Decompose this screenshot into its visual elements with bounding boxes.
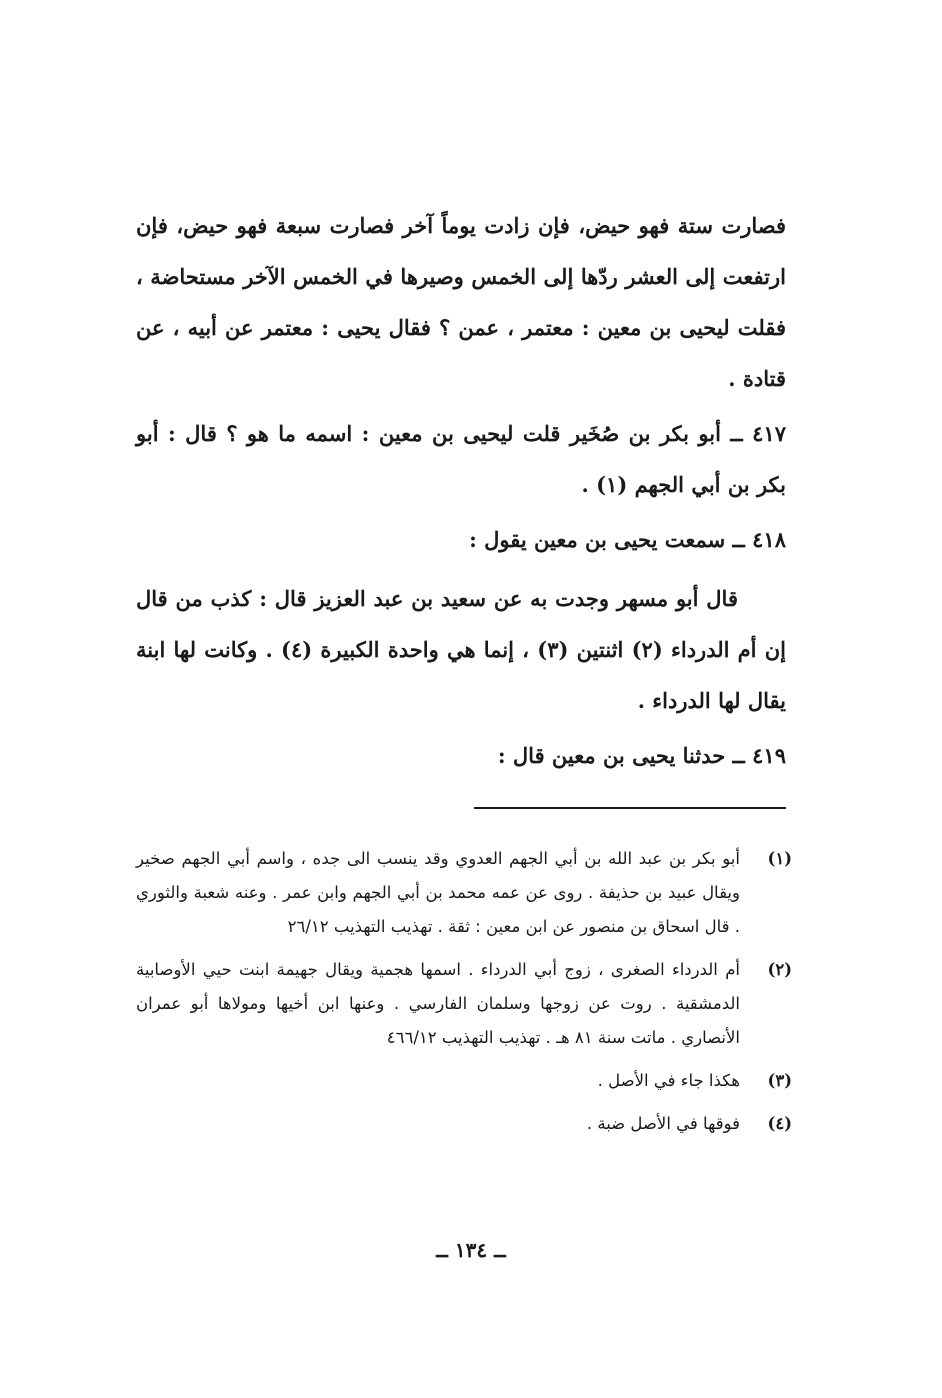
entry-417: ٤١٧ ــ أبو بكر بن صُخَير قلت ليحيى بن معين : اسمه ما هو ؟ قال : أبو بكر بن أبي الجهم (١) . (136, 421, 786, 497)
footnote-number: (٤) (767, 1114, 792, 1133)
page-number: ــ ١٣٤ ــ (436, 1238, 506, 1262)
footnote-number: (٢) (767, 960, 792, 979)
footnote-1 (136, 842, 792, 944)
footnote-2 (136, 953, 792, 1055)
footnote-text: أبو بكر بن عبد الله بن أبي الجهم العدوي وقد ينسب الى جده ، واسم أبي الجهم صخير ويقال عبيد بن حذيفة . روى عن عمه محمد بن أبي الجهم وابن عمر . وعنه شعبة والثوري . قال اسحاق بن منصور عن ابن معين : ثقة . تهذيب التهذيب ٢٦/١٢ (136, 849, 740, 936)
footnote-number: (١) (767, 849, 792, 868)
footnote-4 (136, 1107, 792, 1141)
footnote-number: (٣) (767, 1071, 792, 1090)
entry-419: ٤١٩ ــ حدثنا يحيى بن معين قال : (497, 743, 786, 768)
footnote-text: فوقها في الأصل ضبة . (586, 1114, 740, 1133)
footnotes (136, 842, 792, 1150)
paragraph-1: فصارت ستة فهو حيض، فإن زادت يوماً آخر فصارت سبعة فهو حيض، فإن ارتفعت إلى العشر ردّها إلى الخمس وصيرها في الخمس الآخر مستحاضة ، فقلت ليحيى بن معين : معتمر ، عمن ؟ فقال يحيى : معتمر عن أبيه ، عن قتادة . (136, 213, 786, 391)
footnote-text: هكذا جاء في الأصل . (597, 1071, 740, 1090)
footnote-divider (474, 807, 786, 809)
paragraph-418: قال أبو مسهر وجدت به عن سعيد بن عبد العزيز قال : كذب من قال إن أم الدرداء (٢) اثنتين (٣) ، إنما هي واحدة الكبيرة (٤) . وكانت لها ابنة يقال لها الدرداء . (136, 586, 787, 713)
main-text (136, 200, 786, 781)
entry-418: ٤١٨ ــ سمعت يحيى بن معين يقول : (469, 527, 786, 552)
footnote-3 (136, 1064, 792, 1098)
footnote-text: أم الدرداء الصغرى ، زوج أبي الدرداء . اسمها هجمية ويقال جهيمة ابنت حيي الأوصابية الدمشقية . روت عن زوجها وسلمان الفارسي . وعنها ابن أخيها ومولاها أبو عمران الأنصاري . ماتت سنة ٨١ هـ . تهذيب التهذيب ٤٦٦/١٢ (136, 960, 740, 1047)
